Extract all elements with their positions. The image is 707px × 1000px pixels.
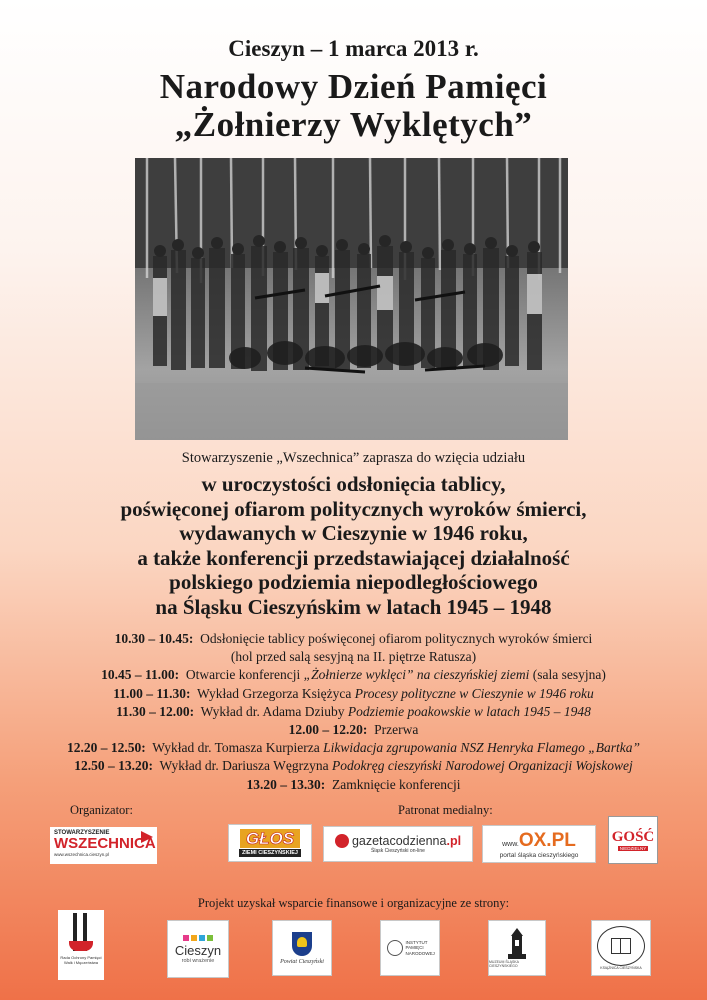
ipn-text: INSTYTUT PAMIĘCI NARODOWEJ — [405, 939, 435, 956]
schedule-text: Otwarcie konferencji — [185, 667, 301, 683]
schedule-title: Podokręg cieszyński Narodowej Organizacji Wojskowej — [332, 758, 633, 774]
schedule-row — [0, 648, 707, 666]
muzeum-logo — [488, 920, 546, 976]
flag-icon — [141, 831, 153, 843]
schedule-note: (sala sesyjna) — [532, 667, 606, 683]
organizer-label: Organizator: — [70, 803, 133, 817]
media-label: Patronat medialny: — [398, 803, 493, 817]
historical-photo — [135, 158, 568, 440]
schedule-time: 11.00 – 11.30: — [113, 685, 191, 701]
page-title — [0, 68, 707, 144]
ox-sub: portal śląska cieszyńskiego — [499, 851, 579, 859]
title-line-2: „Żołnierzy Wyklętych” — [174, 105, 533, 144]
rada-emblem-icon — [69, 913, 93, 953]
wszechnica-subtitle: STOWARZYSZENIE — [54, 830, 110, 836]
schedule-text: Zamknięcie konferencji — [331, 776, 461, 792]
event-description — [0, 472, 707, 619]
glos-sub: ZIEMI CIESZYŃSKIEJ — [239, 849, 301, 857]
schedule-row — [0, 685, 707, 703]
schedule-text: Wykład dr. Tomasza Kurpierza — [152, 740, 320, 756]
book-crest-icon — [611, 938, 631, 954]
support-label: Projekt uzyskał wsparcie finansowe i organizacyjne ze strony: — [197, 896, 510, 910]
schedule-time: 12.50 – 13.20: — [74, 758, 153, 774]
eagle-seal-icon — [387, 940, 403, 956]
schedule-row — [0, 666, 707, 684]
schedule-time: 13.20 – 13.30: — [246, 776, 326, 792]
schedule-title: Podziemie poakowskie w latach 1945 – 1948 — [347, 703, 591, 719]
schedule-row — [0, 776, 707, 794]
description-line: na Śląsku Cieszyńskim w latach 1945 – 1948 — [155, 594, 552, 619]
schedule-time: 10.45 – 11.00: — [101, 667, 180, 683]
schedule-time: 11.30 – 12.00: — [116, 703, 195, 719]
cieszyn-logo — [167, 920, 229, 978]
ksiaznica-text: KSIĄŻNICA CIESZYŃSKA — [600, 966, 642, 970]
cieszyn-squares-icon — [183, 935, 213, 941]
schedule-text: Przerwa — [374, 722, 419, 738]
description-line: w uroczystości odsłonięcia tablicy, — [201, 472, 506, 496]
gosc-sub: NIEDZIELNY — [619, 846, 647, 851]
description-line: polskiego podziemia niepodległościowego — [169, 570, 538, 594]
gosc-logo — [608, 816, 658, 864]
program-schedule — [0, 630, 707, 794]
schedule-row — [0, 757, 707, 775]
gosc-name: GOŚĆ — [611, 829, 655, 845]
schedule-text: (hol przed salą sesyjną na II. piętrze Ratusza) — [230, 649, 477, 665]
description-line: poświęconej ofiarom politycznych wyroków śmierci, — [120, 496, 587, 521]
gazeta-tld: .pl — [446, 834, 462, 848]
cieszyn-name: Cieszyn — [174, 942, 222, 958]
schedule-row — [0, 630, 707, 648]
schedule-time: 12.20 – 12.50: — [67, 740, 146, 756]
schedule-text: Wykład dr. Adama Dziuby — [200, 703, 345, 719]
ox-name: OX.PL — [518, 829, 576, 851]
schedule-text: Odsłonięcie tablicy poświęconej ofiarom politycznych wyroków śmierci — [200, 631, 593, 646]
cieszyn-sub: robi wrażenie — [181, 957, 215, 964]
glos-name: GŁOS — [240, 829, 300, 848]
gazeta-sub: Śląsk Cieszyński on-line — [371, 848, 425, 854]
ksiaznica-logo — [591, 920, 651, 976]
tower-icon — [505, 928, 529, 960]
event-date: Cieszyn – 1 marca 2013 r. — [228, 36, 479, 61]
muzeum-text: MUZEUM ŚLĄSKA CIESZYŃSKIEGO — [489, 960, 519, 968]
gazeta-icon — [335, 834, 349, 848]
description-line: a także konferencji przedstawiającej działalność — [137, 545, 570, 570]
ox-logo — [482, 825, 596, 863]
wszechnica-logo — [50, 827, 157, 864]
powiat-text: Powiat Cieszyński — [280, 958, 324, 965]
wszechnica-url: www.wszechnica.cieszyn.pl — [54, 852, 110, 857]
schedule-text: Wykład dr. Dariusza Węgrzyna — [159, 758, 329, 774]
gazeta-logo — [323, 826, 473, 862]
coat-of-arms-icon — [292, 932, 312, 956]
schedule-title: „Żołnierze wyklęci” na cieszyńskiej ziemi — [303, 667, 530, 683]
rada-text: Rada Ochrony Pamięci Walk i Męczeństwa — [60, 955, 102, 965]
description-line: wydawanych w Cieszynie w 1946 roku, — [179, 521, 528, 545]
ipn-logo — [380, 920, 440, 976]
schedule-row — [0, 703, 707, 721]
title-line-1: Narodowy Dzień Pamięci — [159, 67, 548, 106]
schedule-row — [0, 739, 707, 757]
powiat-logo — [272, 920, 332, 976]
schedule-title: Procesy polityczne w Cieszynie w 1946 roku — [354, 685, 594, 701]
schedule-row — [0, 721, 707, 739]
rada-logo — [58, 910, 104, 980]
ox-www: www. — [502, 840, 519, 848]
schedule-time: 12.00 – 12.20: — [288, 722, 368, 738]
schedule-text: Wykład Grzegorza Księżyca — [197, 685, 352, 701]
glos-logo — [228, 824, 312, 862]
wszechnica-brand: WSZECHNICA — [54, 835, 156, 852]
schedule-time: 10.30 – 10.45: — [114, 631, 194, 646]
gazeta-name: gazetacodzienna — [351, 834, 447, 848]
invitation-line: Stowarzyszenie „Wszechnica” zaprasza do wzięcia udziału — [181, 450, 526, 466]
schedule-title: Likwidacja zgrupowania NSZ Henryka Flamego „Bartka” — [323, 740, 640, 756]
